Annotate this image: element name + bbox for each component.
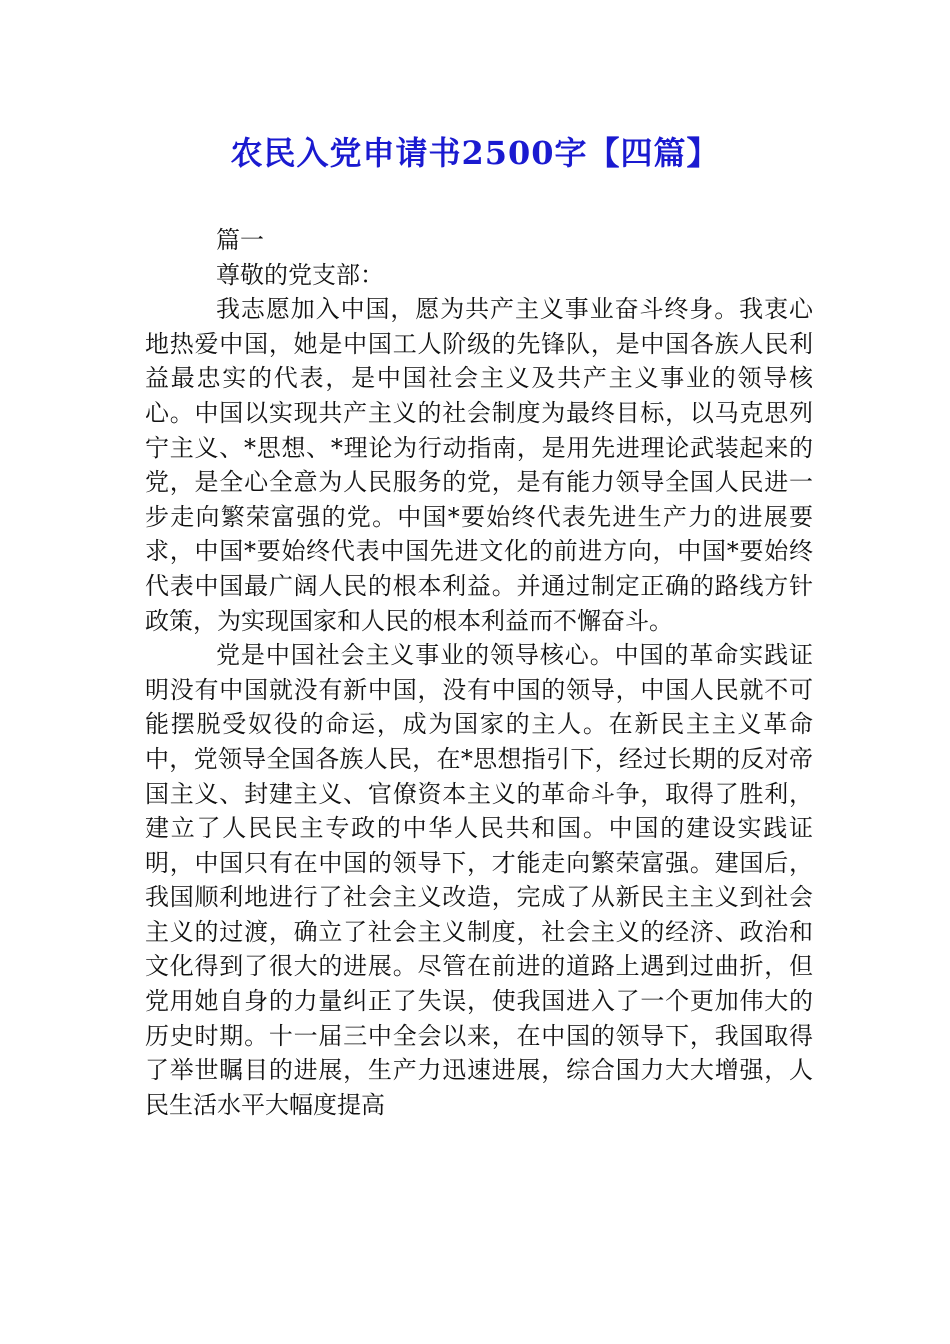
- document-title: 农民入党申请书2500字【四篇】: [230, 134, 720, 172]
- document-body: [145, 223, 813, 1122]
- paragraph-1: 我志愿加入中国，愿为共产主义事业奋斗终身。我衷心地热爱中国，她是中国工人阶级的先锋队，是中国各族人民利益最忠实的代表，是中国社会主义及共产主义事业的领导核心。中国以实现共产主义的社会制度为最终目标，以马克思列宁主义、*思想、*理论为行动指南，是用先进理论武装起来的党，是全心全意为人民服务的党，是有能力领导全国人民进一步走向繁荣富强的党。中国*要始终代表先进生产力的进展要求，中国*要始终代表中国先进文化的前进方向，中国*要始终代表中国最广阔人民的根本利益。并通过制定正确的路线方针政策，为实现国家和人民的根本利益而不懈奋斗。: [145, 295, 813, 635]
- paragraph-2: 党是中国社会主义事业的领导核心。中国的革命实践证明没有中国就没有新中国，没有中国的领导，中国人民就不可能摆脱受奴役的命运，成为国家的主人。在新民主主义革命中，党领导全国各族人民，在*思想指引下，经过长期的反对帝国主义、封建主义、官僚资本主义的革命斗争，取得了胜利，建立了人民民主专政的中华人民共和国。中国的建设实践证明，中国只有在中国的领导下，才能走向繁荣富强。建国后，我国顺利地进行了社会主义改造，完成了从新民主主义到社会主义的过渡，确立了社会主义制度，社会主义的经济、政治和文化得到了很大的进展。尽管在前进的道路上遇到过曲折，但党用她自身的力量纠正了失误，使我国进入了一个更加伟大的历史时期。十一届三中全会以来，在中国的领导下，我国取得了举世瞩目的进展，生产力迅速进展，综合国力大大增强，人民生活水平大幅度提高: [145, 641, 813, 1119]
- section-label: 篇一: [216, 226, 264, 254]
- salutation: 尊敬的党支部：: [216, 260, 384, 289]
